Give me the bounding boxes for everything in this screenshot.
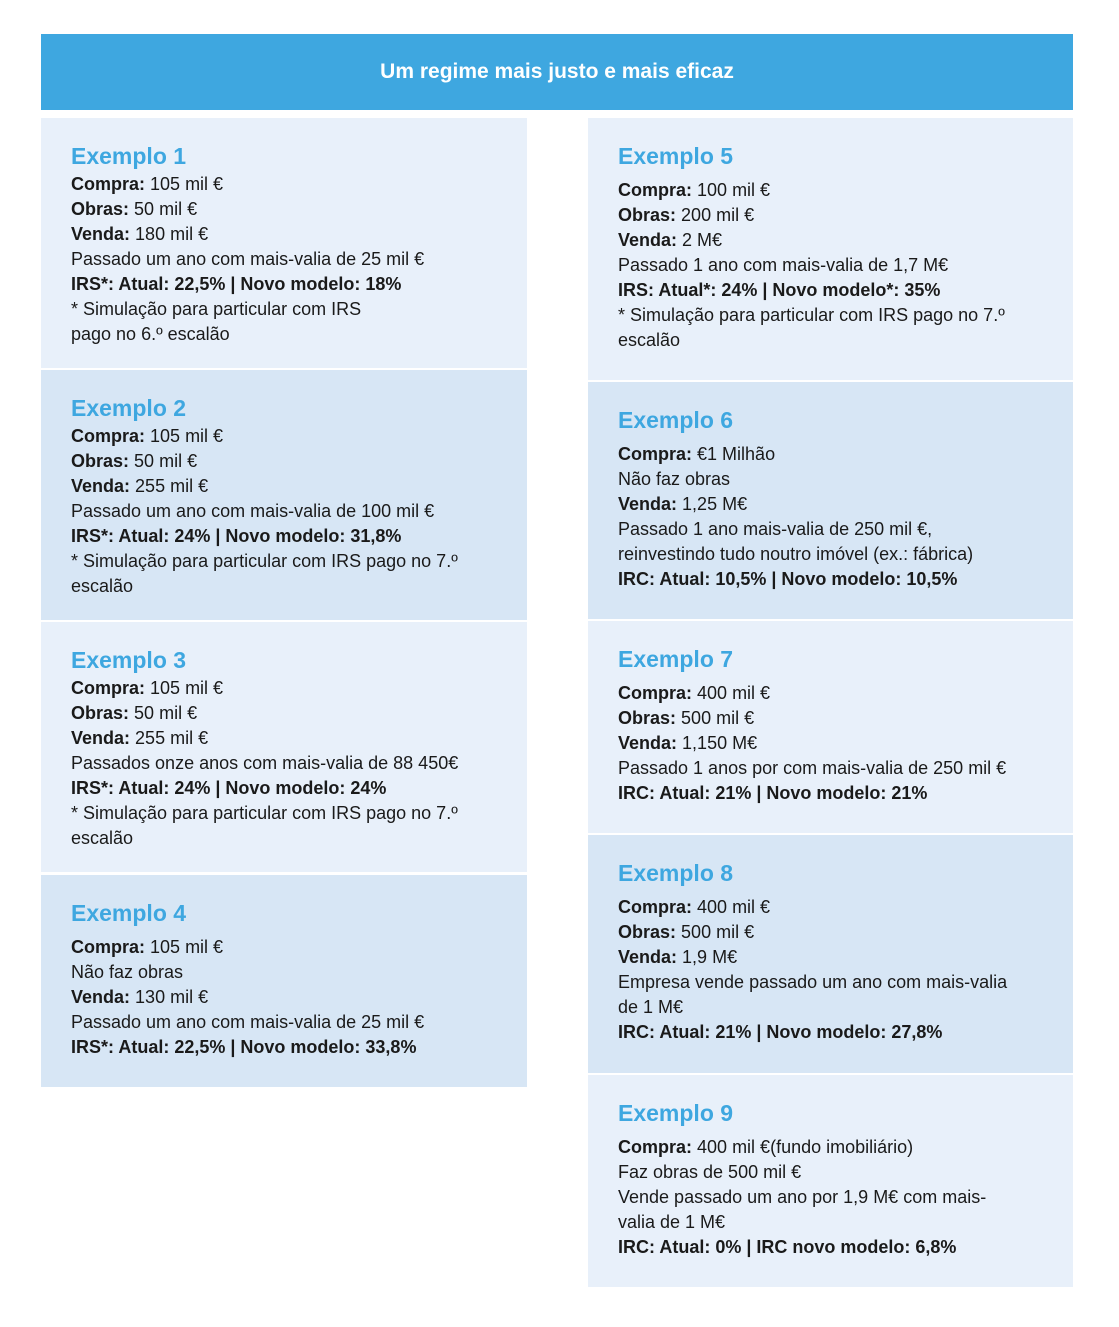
example-card-8 xyxy=(588,835,1073,1073)
detail-text: Passado um ano com mais-valia de 100 mil € xyxy=(71,501,435,521)
detail-text: Passado 1 ano com mais-valia de 1,7 M€ xyxy=(618,255,949,275)
venda-label: Venda: xyxy=(71,476,131,496)
example-card-9 xyxy=(588,1075,1073,1287)
tax-rate: IRC: Atual: 21% | Novo modelo: 27,8% xyxy=(618,1022,943,1042)
detail-text: Empresa vende passado um ano com mais-valia xyxy=(618,972,1008,992)
venda-label: Venda: xyxy=(618,947,678,967)
detail-text: Vende passado um ano por 1,9 M€ com mais- xyxy=(618,1187,987,1207)
compra-label: Compra: xyxy=(618,897,693,917)
footnote: * Simulação para particular com IRS pago no 7.º xyxy=(71,803,458,823)
venda-label: Venda: xyxy=(618,494,678,514)
venda-value: 1,9 M€ xyxy=(682,947,738,967)
venda-label: Venda: xyxy=(71,224,131,244)
venda-value: 180 mil € xyxy=(135,224,209,244)
obras-label: Obras: xyxy=(71,199,130,219)
example-card-1 xyxy=(41,118,527,368)
compra-label: Compra: xyxy=(71,937,146,957)
venda-value: 1,25 M€ xyxy=(682,494,748,514)
compra-label: Compra: xyxy=(71,426,146,446)
footnote: * Simulação para particular com IRS pago no 7.º xyxy=(71,551,458,571)
example-title: Exemplo 2 xyxy=(71,395,187,421)
obras-value: 500 mil € xyxy=(681,922,755,942)
example-title: Exemplo 1 xyxy=(71,143,187,169)
tax-rate: IRC: Atual: 0% | IRC novo modelo: 6,8% xyxy=(618,1237,957,1257)
obras-value: 50 mil € xyxy=(134,199,198,219)
tax-rate: IRS*: Atual: 22,5% | Novo modelo: 18% xyxy=(71,274,402,294)
compra-value: 105 mil € xyxy=(150,937,224,957)
obras-value: 50 mil € xyxy=(134,703,198,723)
footnote: * Simulação para particular com IRS xyxy=(71,299,362,319)
venda-label: Venda: xyxy=(71,987,131,1007)
detail-text: Passado um ano com mais-valia de 25 mil € xyxy=(71,249,425,269)
compra-value: 105 mil € xyxy=(150,426,224,446)
example-title: Exemplo 4 xyxy=(71,900,187,926)
compra-value: 105 mil € xyxy=(150,678,224,698)
venda-value: 255 mil € xyxy=(135,476,209,496)
compra-value: 105 mil € xyxy=(150,174,224,194)
detail-text: Passado 1 ano mais-valia de 250 mil €, xyxy=(618,519,933,539)
compra-value: €1 Milhão xyxy=(697,444,776,464)
tax-rate: IRS: Atual*: 24% | Novo modelo*: 35% xyxy=(618,280,941,300)
example-title: Exemplo 5 xyxy=(618,143,734,169)
page-header xyxy=(41,34,1073,110)
venda-value: 255 mil € xyxy=(135,728,209,748)
compra-value: 400 mil €(fundo imobiliário) xyxy=(697,1137,914,1157)
compra-value: 100 mil € xyxy=(697,180,771,200)
example-card-6 xyxy=(588,382,1073,619)
venda-value: 130 mil € xyxy=(135,987,209,1007)
venda-label: Venda: xyxy=(71,728,131,748)
example-card-3 xyxy=(41,622,527,872)
obras-value: 200 mil € xyxy=(681,205,755,225)
detail-text: Passado 1 anos por com mais-valia de 250 mil € xyxy=(618,758,1007,778)
example-title: Exemplo 3 xyxy=(71,647,187,673)
example-card-4 xyxy=(41,875,527,1087)
compra-label: Compra: xyxy=(71,174,146,194)
compra-label: Compra: xyxy=(618,180,693,200)
detail-text: de 1 M€ xyxy=(618,997,684,1017)
tax-rate: IRC: Atual: 21% | Novo modelo: 21% xyxy=(618,783,928,803)
venda-label: Venda: xyxy=(618,230,678,250)
obras-text: Não faz obras xyxy=(618,469,731,489)
compra-label: Compra: xyxy=(71,678,146,698)
example-card-7 xyxy=(588,621,1073,833)
example-card-2 xyxy=(41,370,527,620)
venda-value: 2 M€ xyxy=(682,230,723,250)
obras-value: 50 mil € xyxy=(134,451,198,471)
example-card-5 xyxy=(588,118,1073,380)
example-title: Exemplo 6 xyxy=(618,407,734,433)
compra-label: Compra: xyxy=(618,683,693,703)
tax-rate: IRC: Atual: 10,5% | Novo modelo: 10,5% xyxy=(618,569,958,589)
footnote: * Simulação para particular com IRS pago no 7.º xyxy=(618,305,1005,325)
tax-rate: IRS*: Atual: 24% | Novo modelo: 24% xyxy=(71,778,387,798)
obras-label: Obras: xyxy=(618,922,677,942)
venda-label: Venda: xyxy=(618,733,678,753)
footnote: escalão xyxy=(71,576,134,596)
tax-rate: IRS*: Atual: 24% | Novo modelo: 31,8% xyxy=(71,526,402,546)
compra-label: Compra: xyxy=(618,444,693,464)
obras-text: Não faz obras xyxy=(71,962,184,982)
example-title: Exemplo 9 xyxy=(618,1100,734,1126)
detail-text: valia de 1 M€ xyxy=(618,1212,726,1232)
obras-label: Obras: xyxy=(618,205,677,225)
page-title: Um regime mais justo e mais eficaz xyxy=(380,60,734,83)
tax-rate: IRS*: Atual: 22,5% | Novo modelo: 33,8% xyxy=(71,1037,417,1057)
venda-value: 1,150 M€ xyxy=(682,733,758,753)
example-title: Exemplo 7 xyxy=(618,646,734,672)
compra-value: 400 mil € xyxy=(697,683,771,703)
compra-value: 400 mil € xyxy=(697,897,771,917)
footnote: escalão xyxy=(618,330,681,350)
obras-text: Faz obras de 500 mil € xyxy=(618,1162,802,1182)
footnote: escalão xyxy=(71,828,134,848)
detail-text: Passados onze anos com mais-valia de 88 450€ xyxy=(71,753,459,773)
detail-text: reinvestindo tudo noutro imóvel (ex.: fábrica) xyxy=(618,544,974,564)
example-title: Exemplo 8 xyxy=(618,860,734,886)
obras-label: Obras: xyxy=(618,708,677,728)
compra-label: Compra: xyxy=(618,1137,693,1157)
obras-label: Obras: xyxy=(71,703,130,723)
detail-text: Passado um ano com mais-valia de 25 mil € xyxy=(71,1012,425,1032)
footnote: pago no 6.º escalão xyxy=(71,324,230,344)
obras-label: Obras: xyxy=(71,451,130,471)
obras-value: 500 mil € xyxy=(681,708,755,728)
